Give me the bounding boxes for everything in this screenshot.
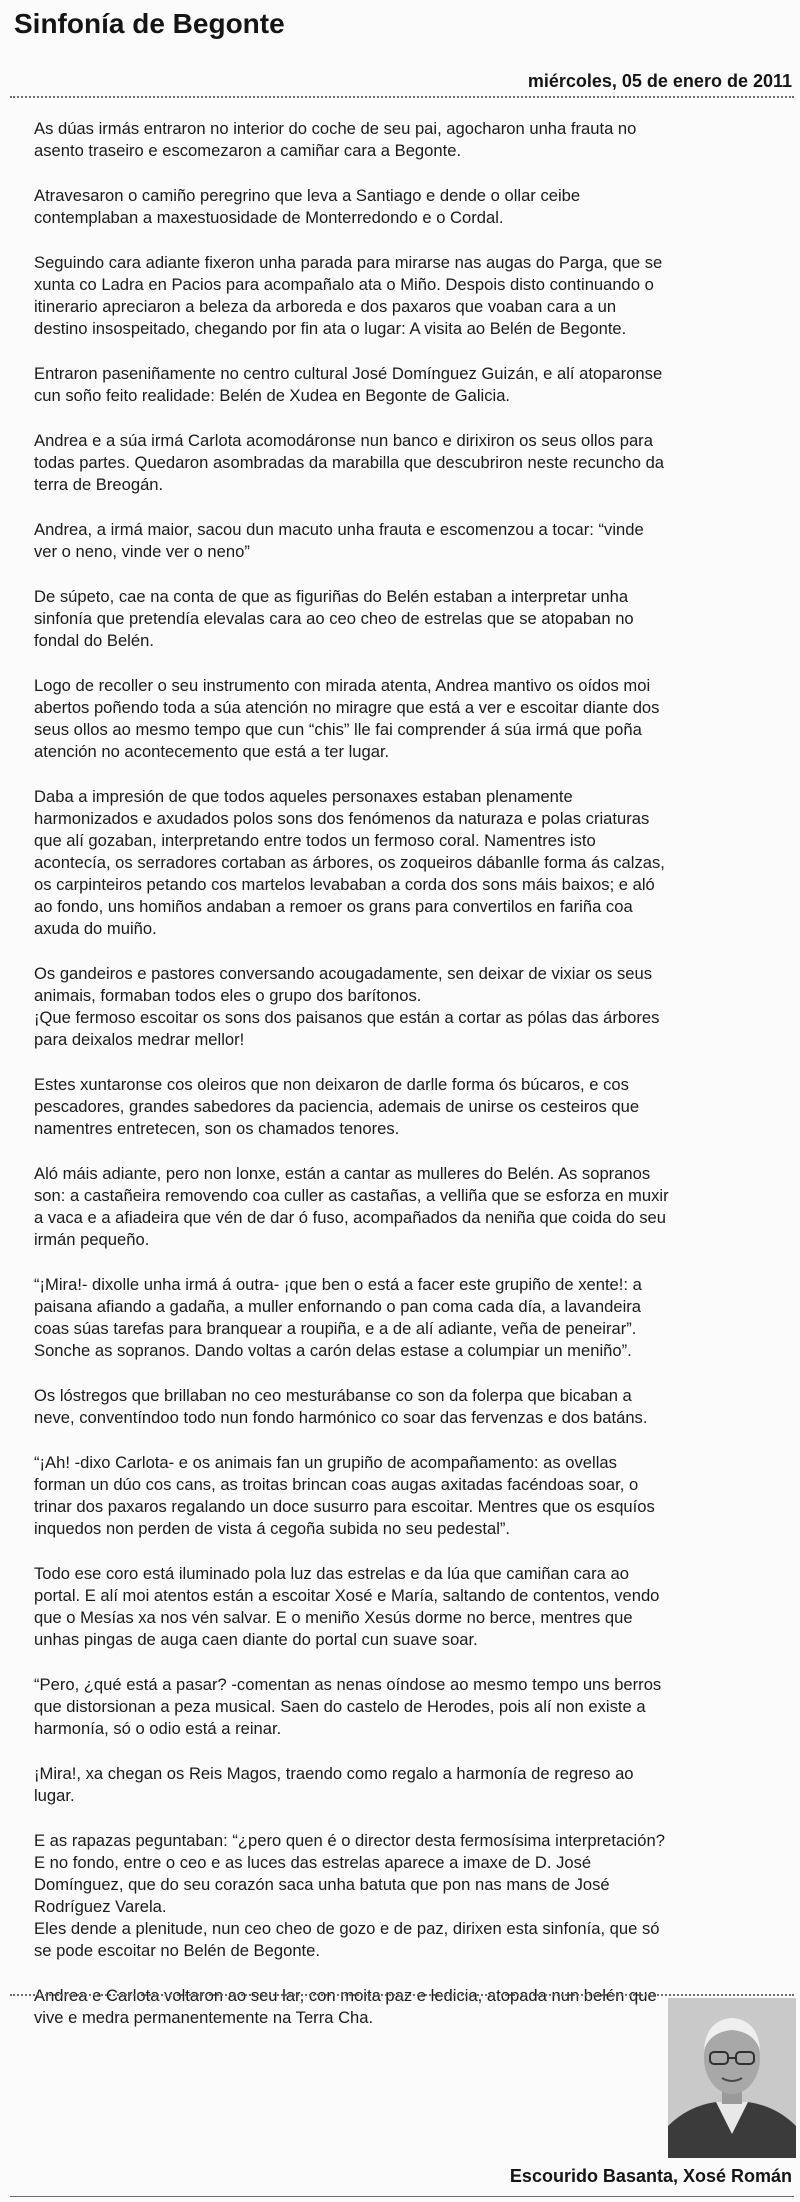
paragraph: As dúas irmás entraron no interior do coche de seu pai, agocharon unha frauta no asento traseiro e escomezaron a camiñar cara a Begonte.: [34, 119, 637, 160]
paragraph: Aló máis adiante, pero non lonxe, están a cantar as mulleres do Belén. As sopranos son: a castañeira removendo coa culler as castañas, a velliña que se esforza en muxir a vaca e a afiadeira que vén de dar ó fuso, acompañados da neniña que coida do seu irmán pequeño.: [34, 1164, 669, 1249]
article-title: Sinfonía de Begonte: [14, 8, 285, 39]
paragraph: Andrea, a irmá maior, sacou dun macuto unha frauta e escomenzou a tocar: “vinde ver o neno, vinde ver o neno”: [34, 520, 644, 561]
author-photo: [668, 1998, 796, 2158]
paragraph: Os gandeiros e pastores conversando acougadamente, sen deixar de vixiar os seus animais, formaban todos eles o grupo dos barítonos. ¡Que fermoso escoitar os sons dos paisanos que están a cortar as pólas das árbores para deixalos medrar mellor!: [34, 964, 660, 1049]
paragraph: Daba a impresión de que todos aqueles personaxes estaban plenamente harmonizados e axudados polos sons dos fenómenos da naturaza e polas criaturas que alí gozaban, interpretando entre todos un fermoso coral. Namentres isto acontecía, os serradores cortaban as árbores, os zoqueiros dábanlle forma ás calzas, os carpinteiros petando cos martelos levababan a corda dos sons máis baixos; e aló ao fondo, uns homiños andaban a remoer os grans para convertilos en fariña coa axuda do muiño.: [34, 787, 665, 938]
paragraph: Logo de recoller o seu instrumento con mirada atenta, Andrea mantivo os oídos moi abertos poñendo toda a súa atención no miragre que está a ver e escoitar diante dos seus ollos ao mesmo tempo que cun “chis” lle fai comprender á súa irmá que poña atención no acontecemento que está a ter lugar.: [34, 676, 660, 761]
paragraph: De súpeto, cae na conta de que as figuriñas do Belén estaban a interpretar unha sinfonía que pretendía elevalas cara ao ceo cheo de estrelas que se atopaban no fondal do Belén.: [34, 587, 634, 650]
paragraph: Todo ese coro está iluminado pola luz das estrelas e da lúa que camiñan cara ao portal. E alí moi atentos están a escoitar Xosé e María, saltando de contentos, vendo que o Mesías xa nos vén salvar. E o meniño Xesús dorme no berce, mentres que unhas pingas de auga caen diante do portal cun suave soar.: [34, 1564, 660, 1649]
article-date: miércoles, 05 de enero de 2011: [527, 71, 792, 91]
footer-divider: [10, 2196, 794, 2197]
article-body: [34, 118, 786, 2052]
paragraph: Andrea e Carlota voltaron ao seu lar, con moita paz e ledicia, atopada nun belén que vive e medra permanentemente na Terra Cha.: [34, 1986, 657, 2027]
author-byline: Escourido Basanta, Xosé Román: [509, 2166, 792, 2186]
paragraph: “Pero, ¿qué está a pasar? -comentan as nenas oíndose ao mesmo tempo uns berros que distorsionan a peza musical. Saen do castelo de Herodes, pois alí non existe a harmonía, só o odio está a reinar.: [34, 1675, 662, 1738]
paragraph: “¡Ah! -dixo Carlota- e os animais fan un grupiño de acompañamento: as ovellas forman un dúo cos cans, as troitas brincan coas augas axitadas facéndoas soar, o trinar dos paxaros regalando un doce susurro para escoitar. Mentres que os esquíos inquedos non perden de vista á cegoña subida no seu pedestal”.: [34, 1453, 655, 1538]
paragraph: Andrea e a súa irmá Carlota acomodáronse nun banco e dirixiron os seus ollos para todas partes. Quedaron asombradas da marabilla que descubriron neste recuncho da terra de Breogán.: [34, 431, 665, 494]
paragraph: “¡Mira!- dixolle unha irmá á outra- ¡que ben o está a facer este grupiño de xente!: a paisana afiando a gadaña, a muller enfornando o pan coma cada día, a lavandeira coas súas tarefas para branquear a roupiña, e a de alí adiante, veña de peneirar”. Sonche as sopranos. Dando voltas a carón delas estase a columpiar un meniño”.: [34, 1275, 642, 1360]
paragraph: Entraron paseniñamente no centro cultural José Domínguez Guizán, e alí atoparonse cun soño feito realidade: Belén de Xudea en Begonte de Galicia.: [34, 364, 663, 405]
paragraph: ¡Mira!, xa chegan os Reis Magos, traendo como regalo a harmonía de regreso ao lugar.: [34, 1764, 634, 1805]
paragraph: Estes xuntaronse cos oleiros que non deixaron de darlle forma ós búcaros, e cos pescadores, grandes sabedores da paciencia, ademais de unirse os cesteiros que namentres entretecen, son os chamados tenores.: [34, 1075, 640, 1138]
top-divider: [10, 96, 794, 98]
bottom-divider: [10, 1994, 794, 1996]
author-portrait-icon: [668, 1998, 796, 2158]
paragraph: E as rapazas peguntaban: “¿pero quen é o director desta fermosísima interpretación? E no fondo, entre o ceo e as luces das estrelas aparece a imaxe de D. José Domínguez, que do seu corazón saca unha batuta que pon nas mans de José Rodríguez Varela. Eles dende a plenitude, nun ceo cheo de gozo e de paz, dirixen esta sinfonía, que só se pode escoitar no Belén de Begonte.: [34, 1831, 665, 1960]
paragraph: Os lóstregos que brillaban no ceo mesturábanse co son da folerpa que bicaban a neve, conventíndoo todo nun fondo harmónico co soar das fervenzas e dos batáns.: [34, 1386, 648, 1427]
paragraph: Atravesaron o camiño peregrino que leva a Santiago e dende o ollar ceibe contemplaban a maxestuosidade de Monterredondo e o Cordal.: [34, 186, 581, 227]
paragraph: Seguindo cara adiante fixeron unha parada para mirarse nas augas do Parga, que se xunta co Ladra en Pacios para acompañalo ata o Miño. Despois disto continuando o itinerario apreciaron a beleza da arboreda e dos paxaros que voaban cara a un destino insospeitado, chegando por fin ata o lugar: A visita ao Belén de Begonte.: [34, 253, 663, 338]
